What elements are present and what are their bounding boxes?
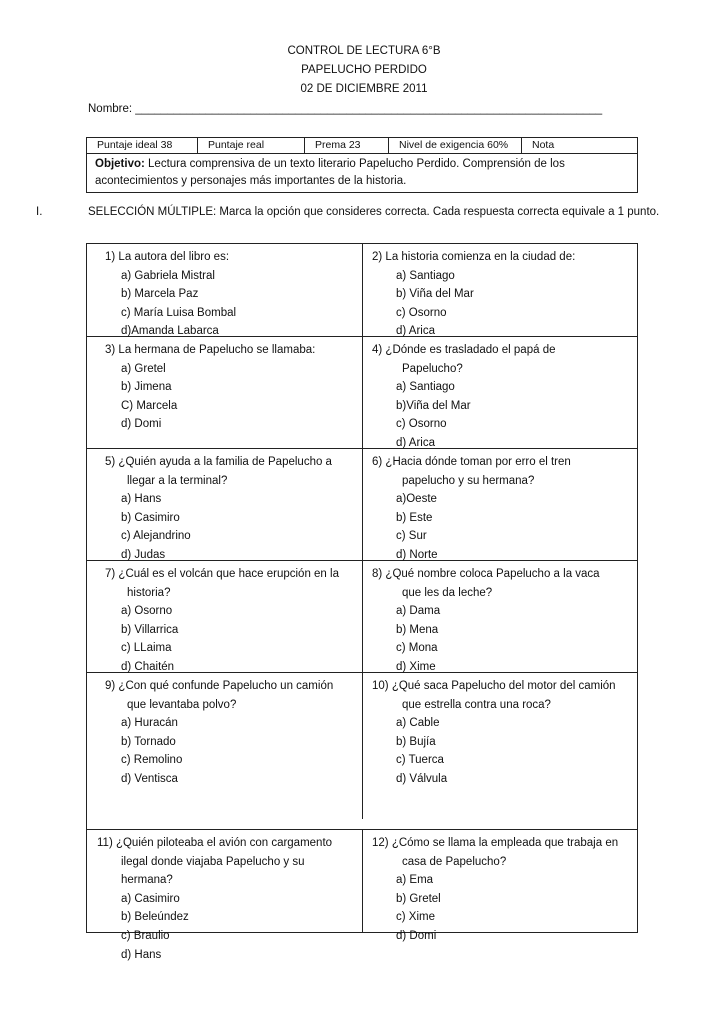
question-stem: 3) La hermana de Papelucho se llamaba: [105,344,316,356]
answer-option: a) Dama [396,605,441,618]
answer-option: d)Amanda Labarca [121,325,219,338]
question-stem: 5) ¿Quién ayuda a la familia de Papelucho a [105,456,332,468]
answer-option: b) Tornado [121,735,176,748]
answer-option: C) Marcela [121,399,178,412]
answer-option: b) Villarrica [121,623,179,636]
question-stem-continued: hermana? [121,874,173,887]
puntaje-real-cell: Puntaje real [198,138,305,153]
answer-option: d) Válvula [396,772,448,785]
question-3 [97,341,315,434]
question-stem-continued: ilegal donde viajaba Papelucho y su [121,855,305,868]
answer-option: d) Hans [121,948,162,961]
answer-option: a) Santiago [396,269,455,282]
section-number: I. [36,206,43,218]
question-stem: 7) ¿Cuál es el volcán que hace erupción en la [105,568,339,580]
question-stem-continued: historia? [127,586,171,599]
question-stem: 12) ¿Cómo se llama la empleada que trabaja en [372,837,619,849]
question-1 [97,248,236,341]
answer-option: b) Mena [396,623,439,636]
answer-option: c) Remolino [121,754,183,767]
question-stem: 4) ¿Dónde es trasladado el papá de [372,344,556,356]
answer-option: b) Marcela Paz [121,288,199,301]
answer-option: b) Jimena [121,381,172,394]
answer-option: d) Domi [396,929,437,942]
question-stem-continued: que les da leche? [402,586,493,599]
question-2 [372,248,575,341]
answer-option: b) Casimiro [121,511,180,524]
nivel-exigencia-cell: Nivel de exigencia 60% [389,138,522,153]
answer-option: a) Huracán [121,717,178,730]
answer-option: a) Osorno [121,605,173,618]
answer-option: b) Beleúndez [121,911,189,924]
answer-option: a) Gretel [121,362,166,375]
title-line-3: 02 DE DICIEMBRE 2011 [300,83,428,95]
question-4 [372,341,555,453]
answer-option: d) Norte [396,548,438,561]
objetivo-text-2: acontecimientos y personajes más importantes de la historia. [95,175,407,187]
question-stem: 8) ¿Qué nombre coloca Papelucho a la vaca [372,568,600,580]
question-12 [372,834,618,946]
answer-option: d) Domi [121,418,162,431]
answer-option: d) Judas [121,548,166,561]
answer-option: a) Gabriela Mistral [121,269,215,282]
question-9 [97,677,333,789]
questions-grid [86,243,638,961]
question-stem: 6) ¿Hacia dónde toman por erro el tren [372,456,571,468]
answer-option: d) Arica [396,436,435,449]
answer-option: a) Santiago [396,381,455,394]
row-divider [87,829,637,830]
column-divider-bottom [362,829,363,933]
question-stem-continued: papelucho y su hermana? [402,474,535,487]
question-stem-continued: llegar a la terminal? [127,474,228,487]
answer-option: c) Tuerca [396,754,444,767]
question-11 [97,834,332,964]
answer-option: d) Xime [396,660,436,673]
answer-option: c) Osorno [396,418,447,431]
nota-cell: Nota [532,139,555,151]
question-8 [372,565,600,677]
answer-option: d) Arica [396,325,435,338]
info-score-row [87,138,637,154]
answer-option: c) Xime [396,911,435,924]
question-7 [97,565,339,677]
answer-option: c) María Luisa Bombal [121,306,237,319]
answer-option: b) Gretel [396,892,441,905]
answer-option: b) Este [396,511,433,524]
question-10 [372,677,616,789]
objetivo-block [87,154,637,192]
answer-option: b) Viña del Mar [396,288,474,301]
question-stem: 10) ¿Qué saca Papelucho del motor del camión [372,680,616,692]
question-stem: 1) La autora del libro es: [105,251,230,263]
question-stem-continued: que estrella contra una roca? [402,698,551,711]
answer-option: a) Hans [121,493,162,506]
answer-option: d) Chaitén [121,660,175,673]
objetivo-label: Objetivo: [95,158,145,170]
question-6 [372,453,571,565]
answer-option: b)Viña del Mar [396,399,471,412]
question-stem: 2) La historia comienza en la ciudad de: [372,251,576,263]
question-stem-continued: casa de Papelucho? [402,855,507,868]
answer-option: c) Sur [396,530,427,543]
answer-option: c) Osorno [396,306,447,319]
answer-option: c) Mona [396,642,438,655]
answer-option: a) Ema [396,874,434,887]
question-stem: 11) ¿Quién piloteaba el avión con cargamento [97,837,333,849]
question-5 [97,453,332,565]
nombre-field: Nombre: _________________________________________________________________________ [88,103,603,115]
objetivo-text: Lectura comprensiva de un texto literario Papelucho Perdido. Comprensión de los [144,158,565,170]
answer-option: a) Casimiro [121,892,180,905]
info-table [86,137,638,193]
answer-option: c) LLaima [121,642,172,655]
question-stem-continued: Papelucho? [402,362,463,375]
title-line-2: PAPELUCHO PERDIDO [301,64,427,76]
puntaje-ideal-cell: Puntaje ideal 38 [87,138,198,153]
answer-option: c) Alejandrino [121,530,191,543]
question-stem: 9) ¿Con qué confunde Papelucho un camión [105,680,334,692]
answer-option: a)Oeste [396,493,437,506]
section-title: SELECCIÓN MÚLTIPLE: Marca la opción que consideres correcta. Cada respuesta correcta equivale a 1 punto. [88,206,660,218]
answer-option: d) Ventisca [121,772,178,785]
column-divider [362,244,363,819]
answer-option: a) Cable [396,717,440,730]
answer-option: b) Bujía [396,735,436,748]
prema-cell: Prema 23 [305,138,389,153]
answer-option: c) Braulio [121,929,170,942]
question-stem-continued: que levantaba polvo? [127,698,237,711]
title-line-1: CONTROL DE LECTURA 6°B [287,45,441,57]
